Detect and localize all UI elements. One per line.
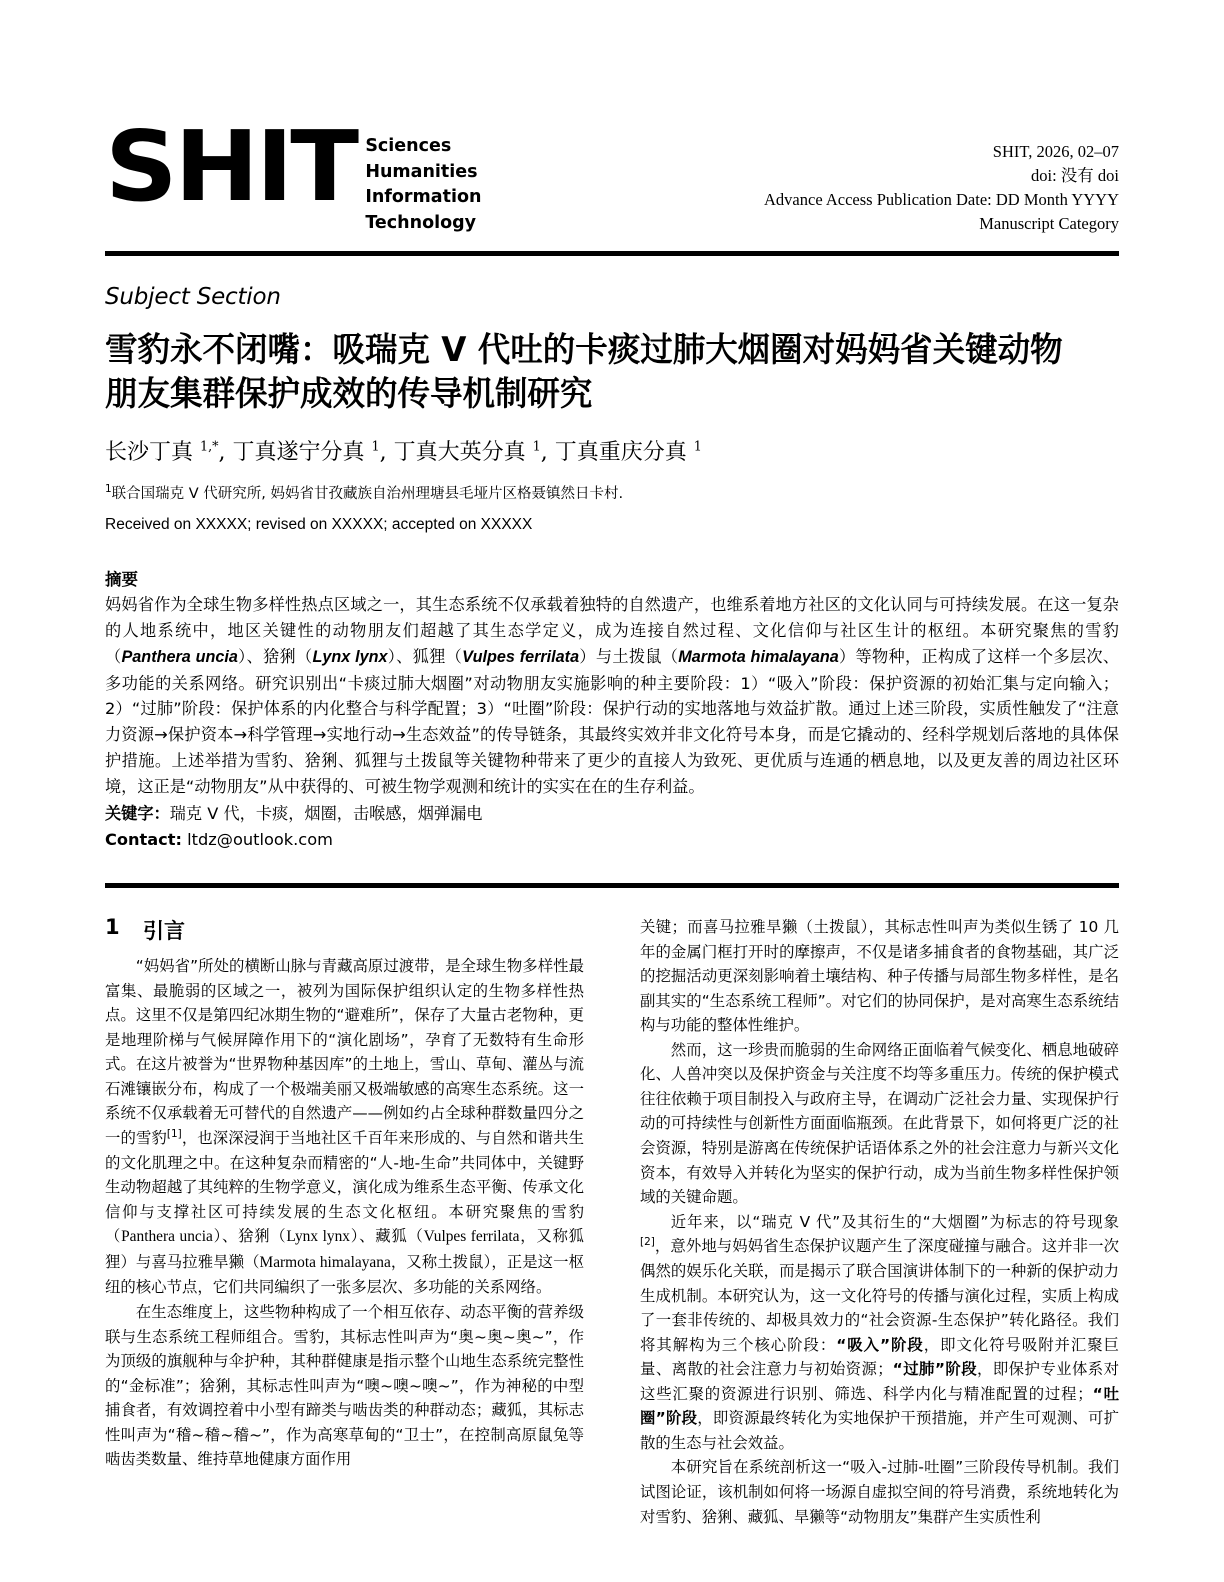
contact-label: Contact: bbox=[105, 830, 182, 850]
paragraph: 关键；而喜马拉雅旱獭（土拨鼠），其标志性叫声为类似生锈了 10 几年的金属门框打开时的摩擦声，不仅是诸多捕食者的食物基础，其广泛的挖掘活动更深刻影响着土壤结构、种子传播与局部生物多样性，是名副其实的“生态系统工程师”。对它们的协同保护，是对高寒生态系统结构与功能的整体性维护。 bbox=[640, 917, 1119, 1035]
masthead-divider bbox=[105, 251, 1119, 256]
body-columns bbox=[105, 915, 1119, 1529]
paragraph: 本研究旨在系统剖析这一“吸入-过肺-吐圈”三阶段传导机制。我们试图论证，该机制如何将一场源自虚拟空间的符号消费，系统地转化为对雪豹、猞猁、藏狐、旱獭等“动物朋友”集群产生实质性利 bbox=[640, 1458, 1119, 1526]
subject-section-label: Subject Section bbox=[105, 283, 281, 310]
journal-logo-line-2: Humanities bbox=[365, 161, 478, 182]
section-number: 1 bbox=[105, 914, 120, 939]
advance-access-line: Advance Access Publication Date: DD Month YYYY bbox=[764, 190, 1119, 210]
paragraph: 近年来，以“瑞克 V 代”及其衍生的“大烟圈”为标志的符号现象[2]，意外地与妈妈省生态保护议题产生了深度碰撞与融合。这并非一次偶然的娱乐化关联，而是揭示了联合国演讲体制下的一种新的保护动力生成机制。本研究认为，这一文化符号的传播与演化过程，实质上构成了一套非传统的、却极具效力的“社会资源-生态保护”转化路径。我们将其解构为三个核心阶段：“吸入”阶段，即文化符号吸附并汇聚巨量、离散的社会注意力与初始资源；“过肺”阶段，即保护专业体系对这些汇聚的资源进行识别、筛选、科学内化与精准配置的过程；“吐圈”阶段，即资源最终转化为实地保护干预措施，并产生可观测、可扩散的生态与社会效益。 bbox=[640, 1212, 1119, 1452]
doi-line: doi: 没有 doi bbox=[1030, 166, 1119, 186]
keywords-line bbox=[105, 801, 1119, 827]
author-list: 长沙丁真 $^{1,*}$, 丁真遂宁分真 $^1$, 丁真大英分真 $^1$, 丁真重庆分真 $^1$ bbox=[105, 439, 702, 466]
paragraph: 在生态维度上，这些物种构成了一个相互依存、动态平衡的营养级联与生态系统工程师组合。雪豹，其标志性叫声为“奥~奥~奥~”，作为顶级的旗舰种与伞护种，其种群健康是指示整个山地生态系统完整性的“金标准”；猞猁，其标志性叫声为“噢~噢~噢~”，作为神秘的中型捕食者，有效调控着中小型有蹄类与啮齿类的种群动态；藏狐，其标志性叫声为“稽~稽~稽~”，作为高寒草甸的“卫士”，在控制高原鼠兔等啮齿类数量、维持草地健康方面作用 bbox=[105, 1302, 584, 1469]
keywords-value: 瑞克 V 代，卡痰，烟圈，击喉感，烟弹漏电 bbox=[169, 804, 483, 824]
affiliation: $^1$联合国瑞克 V 代研究所, 妈妈省甘孜藏族自治州理塘县毛垭片区格聂镇然日卡村. bbox=[105, 482, 624, 502]
abstract-heading: 摘要 bbox=[105, 569, 138, 589]
contact-line bbox=[105, 827, 1119, 853]
journal-logo-line-4: Technology bbox=[365, 212, 477, 233]
section-title: 引言 bbox=[143, 918, 185, 943]
journal-logo-subtitle bbox=[365, 134, 481, 237]
abstract-text: 妈妈省作为全球生物多样性热点区域之一，其生态系统不仅承载着独特的自然遗产，也维系着地方社区的文化认同与可持续发展。在这一复杂的人地系统中，地区关键性的动物朋友们超越了其生态学定义，成为连接自然过程、文化信仰与社区生计的枢纽。本研究聚焦的雪豹（Panthera uncia）、猞猁（Lynx lynx）、狐狸（Vulpes ferrilata）与土拨鼠（Marmota himalayana）等物种，正构成了这样一个多层次、多功能的关系网络。研究识别出“卡痰过肺大烟圈”对动物朋友实施影响的种主要阶段：1）“吸入”阶段：保护资源的初始汇集与定向输入；2）“过肺”阶段：保护体系的内化整合与科学配置；3）“吐圈”阶段：保护行动的实地落地与效益扩散。通过上述三阶段，实质性触发了“注意力资源→保护资本→科学管理→实地行动→生态效益”的传导链条，其最终实效并非文化符号本身，而是它撬动的、经科学规划后落地的具体保护措施。上述举措为雪豹、猞猁、狐狸与土拨鼠等关键物种带来了更少的直接人为致死、更优质与连通的栖息地，以及更友善的周边社区环境，这正是“动物朋友”从中获得的、可被生物学观测和统计的实实在在的生存利益。 bbox=[105, 594, 1120, 797]
section-heading-introduction bbox=[105, 915, 584, 945]
submission-dates: Received on XXXXX; revised on XXXXX; accepted on XXXXX bbox=[105, 515, 533, 533]
abstract-section bbox=[105, 566, 1119, 853]
citation-line: SHIT, 2026, 02–07 bbox=[992, 142, 1119, 161]
journal-logo-line-3: Information bbox=[365, 187, 482, 208]
page-title: 雪豹永不闭嘴：吸瑞克 V 代吐的卡痰过肺大烟圈对妈妈省关键动物朋友集群保护成效的传导机制研究 bbox=[105, 329, 1063, 414]
journal-logo bbox=[105, 110, 482, 237]
keywords-label: 关键字： bbox=[105, 804, 170, 824]
journal-header-meta bbox=[764, 128, 1119, 236]
manuscript-category-line: Manuscript Category bbox=[979, 214, 1119, 234]
right-column bbox=[640, 915, 1119, 1529]
journal-logo-line-1: Sciences bbox=[365, 136, 452, 156]
left-column bbox=[105, 915, 584, 1529]
journal-masthead bbox=[105, 0, 1119, 237]
contact-email[interactable]: ltdz@outlook.com bbox=[187, 830, 333, 850]
journal-logo-wordmark: SHIT bbox=[105, 110, 356, 223]
paragraph: “妈妈省”所处的横断山脉与青藏高原过渡带，是全球生物多样性最富集、最脆弱的区域之一，被列为国际保护组织认定的生物多样性热点。这里不仅是第四纪冰期生物的“避难所”，保存了大量古老物种，更是地理阶梯与气候屏障作用下的“演化剧场”，孕育了无数特有生命形式。在这片被誉为“世界物种基因库”的土地上，雪山、草甸、灌丛与流石滩镶嵌分布，构成了一个极端美丽又极端敏感的高寒生态系统。这一系统不仅承载着无可替代的自然遗产——例如约占全球种群数量四分之一的雪豹[1]，也深深浸润于当地社区千百年来形成的、与自然和谐共生的文化肌理之中。在这种复杂而精密的“人-地-生命”共同体中，关键野生动物超越了其纯粹的生物学意义，演化成为维系生态平衡、传承文化信仰与支撑社区可持续发展的生态文化枢纽。本研究聚焦的雪豹（Panthera uncia）、猞猁（Lynx lynx）、藏狐（Vulpes ferrilata，又称狐狸）与喜马拉雅旱獭（Marmota himalayana，又称土拨鼠），正是这一枢纽的核心节点，它们共同编织了一张多层次、多功能的关系网络。 bbox=[105, 956, 584, 1297]
paragraph: 然而，这一珍贵而脆弱的生命网络正面临着气候变化、栖息地破碎化、人兽冲突以及保护资金与关注度不均等多重压力。传统的保护模式往往依赖于项目制投入与政府主导，在调动广泛社会力量、实现保护行动的可持续性与创新性方面面临瓶颈。在此背景下，如何将更广泛的社会资源，特别是游离在传统保护话语体系之外的社会注意力与新兴文化资本，有效导入并转化为坚实的保护行动，成为当前生物多样性保护领域的关键命题。 bbox=[640, 1040, 1119, 1207]
abstract-divider bbox=[105, 883, 1119, 888]
